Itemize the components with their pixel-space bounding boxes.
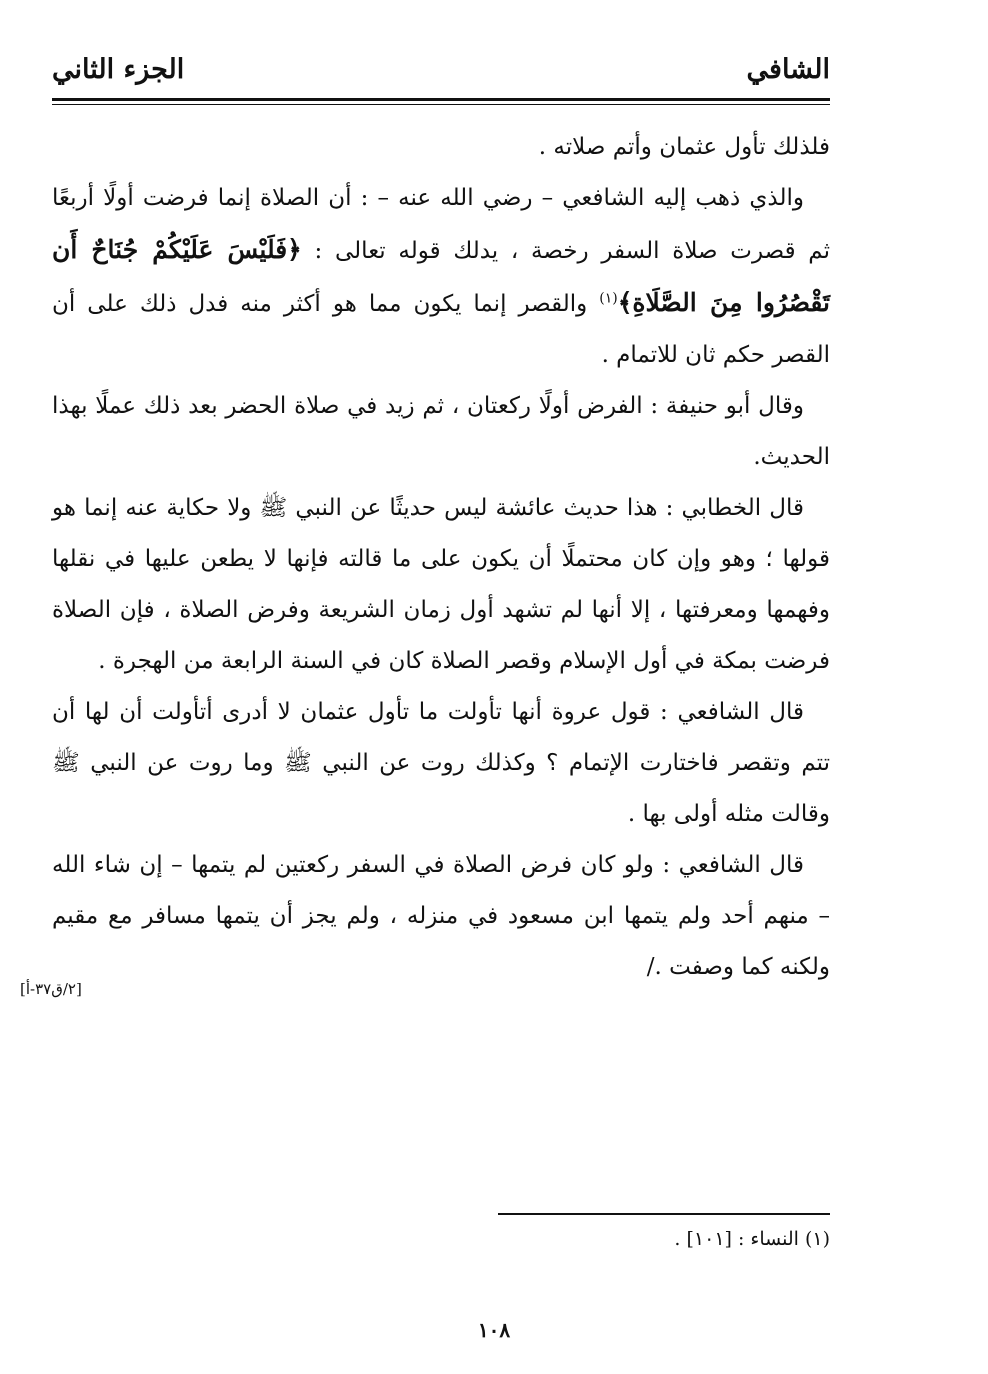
footnote-divider bbox=[498, 1213, 830, 1215]
manuscript-folio-note: [٢/ق٣٧-أ] bbox=[20, 980, 82, 998]
quran-verse: ﴿فَلَيْسَ عَلَيْكُمْ جُنَاحٌ أَن تَقْصُرُوا مِنَ الصَّلَاةِ﴾ bbox=[52, 235, 830, 317]
paragraph-5: قال الشافعي : قول عروة أنها تأولت ما تأول عثمان لا أدرى أتأولت أن لها أن تتم وتقصر فاختارت الإتمام ؟ وكذلك روت عن النبي ﷺ وما روت عن النبي ﷺ وقالت مثله أولى بها . bbox=[52, 699, 830, 827]
paragraph-2 bbox=[52, 173, 830, 381]
paragraph-1: فلذلك تأول عثمان وأتم صلاته . bbox=[538, 134, 830, 160]
header-divider bbox=[52, 98, 830, 101]
page-number: ١٠٨ bbox=[477, 1318, 511, 1342]
paragraph-3: وقال أبو حنيفة : الفرض أولًا ركعتان ، ثم زيد في صلاة الحضر بعد ذلك عملًا بهذا الحديث. bbox=[52, 393, 830, 470]
paragraph-6: قال الشافعي : ولو كان فرض الصلاة في السفر ركعتين لم يتمها – إن شاء الله – منهم أحد ولم يتمها ابن مسعود في منزله ، ولم يجز أن يتمها مسافر مع مقيم ولكنه كما وصفت ./ bbox=[52, 852, 830, 980]
footnote: (١) النساء : [١٠١] . bbox=[674, 1228, 830, 1250]
footnote-marker: (١) bbox=[599, 290, 618, 307]
book-title: الشافي bbox=[746, 54, 830, 85]
main-text bbox=[52, 122, 830, 993]
paragraph-4: قال الخطابي : هذا حديث عائشة ليس حديثًا عن النبي ﷺ ولا حكاية عنه إنما هو قولها ؛ وهو وإن كان محتملًا أن يكون على ما قالته فإنها لا يطعن عليها في نقلها وفهمها ومعرفتها ، إلا أنها لم تشهد أول زمان الشريعة وفرض الصلاة ، فإن الصلاة فرضت بمكة في أول الإسلام وقصر الصلاة كان في السنة الرابعة من الهجرة . bbox=[52, 495, 830, 674]
paragraph-2-text: والذي ذهب إليه الشافعي – رضي الله عنه – : أن الصلاة إنما فرضت أولًا أربعًا ثم قصرت صلاة السفر رخصة ، يدلك قوله تعالى : bbox=[52, 185, 830, 264]
volume-title: الجزء الثاني bbox=[52, 54, 185, 85]
running-header bbox=[52, 54, 830, 94]
paragraph-2-continuation: والقصر إنما يكون مما هو أكثر منه فدل ذلك على أن القصر حكم ثان للاتمام . bbox=[52, 291, 830, 368]
header-divider-thin bbox=[52, 104, 830, 105]
